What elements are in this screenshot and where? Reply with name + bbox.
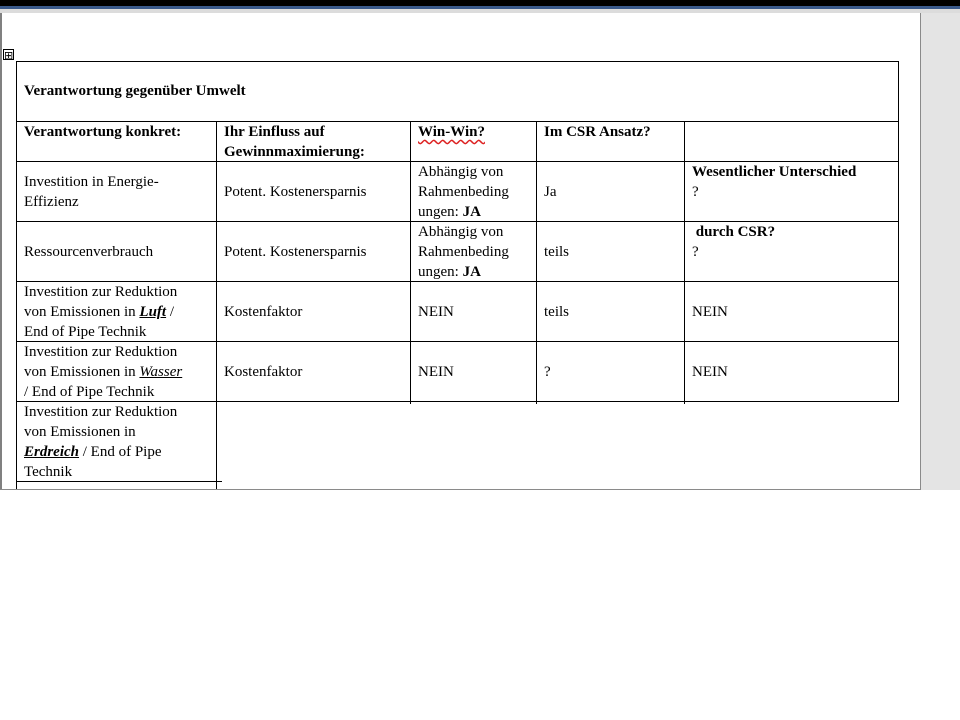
row5-responsibility-line3b: / End of Pipe <box>79 444 162 460</box>
row1-win-win-line3b: JA <box>462 204 481 220</box>
row3-responsibility-line2a: von Emissionen in <box>24 304 140 320</box>
row4-responsibility-line2a: von Emissionen in <box>24 364 140 380</box>
header-csr-difference <box>685 122 856 262</box>
header-csr-difference-line1: Wesentlicher Unterschied <box>692 164 857 180</box>
row4-responsibility-water: Wasser <box>139 364 183 380</box>
header-win-win-text: Win-Win? <box>418 124 485 140</box>
row2-difference: ? <box>692 244 699 260</box>
document-bottom-edge <box>0 489 920 490</box>
row3-responsibility-air: Luft <box>139 304 167 320</box>
document-left-edge <box>0 13 2 490</box>
header-csr-difference-line2: durch CSR? <box>692 224 776 240</box>
row1-win-win-line3a: ungen: <box>418 204 463 220</box>
row3-csr: teils <box>544 304 569 320</box>
row5-responsibility-line4: Technik <box>24 464 73 480</box>
row4-influence: Kostenfaktor <box>224 364 303 380</box>
header-profit-influence-line1: Ihr Einfluss auf <box>224 124 325 140</box>
row5-responsibility-line1: Investition zur Reduktion <box>24 404 178 420</box>
row4-responsibility-line3: / End of Pipe Technik <box>24 384 155 400</box>
row2-influence: Potent. Kostenersparnis <box>224 244 367 260</box>
header-win-win <box>411 122 485 142</box>
row3-responsibility-line2 <box>24 302 177 322</box>
row1-win-win-line3 <box>418 202 509 222</box>
row1-difference: ? <box>692 184 699 200</box>
row2-win-win-line2: Rahmenbeding <box>418 244 509 260</box>
row2-win-win-line3 <box>418 262 509 282</box>
row3-responsibility-line3: End of Pipe Technik <box>24 324 147 340</box>
table-row <box>17 172 159 212</box>
row3-win-win: NEIN <box>418 304 454 320</box>
row4-csr: ? <box>544 364 551 380</box>
row3-responsibility-line1: Investition zur Reduktion <box>24 284 178 300</box>
row5-responsibility <box>17 402 177 482</box>
header-csr-approach: Im CSR Ansatz? <box>544 124 651 140</box>
header-responsibility: Verantwortung konkret: <box>24 124 182 140</box>
row5-responsibility-line2: von Emissionen in <box>24 424 136 440</box>
row3-difference: NEIN <box>692 304 728 320</box>
header-profit-influence <box>217 122 365 162</box>
row1-win-win-line2: Rahmenbeding <box>418 184 509 200</box>
row1-responsibility-line2: Effizienz <box>24 194 79 210</box>
row4-difference: NEIN <box>692 364 728 380</box>
table-move-handle-icon[interactable]: ⊞ <box>4 49 14 62</box>
row1-win-win-line1: Abhängig von <box>418 164 504 180</box>
row3-influence: Kostenfaktor <box>224 304 303 320</box>
row3-responsibility <box>17 282 177 342</box>
row4-responsibility <box>17 342 182 402</box>
row5-responsibility-soil: Erdreich <box>24 444 80 460</box>
row4-win-win: NEIN <box>418 364 454 380</box>
row4-responsibility-line2 <box>24 362 182 382</box>
row2-win-win <box>411 222 509 282</box>
scrollbar-border <box>920 13 921 490</box>
row1-win-win <box>411 162 509 222</box>
header-profit-influence-line2: Gewinnmaximierung: <box>224 144 365 160</box>
row4-responsibility-line1: Investition zur Reduktion <box>24 344 178 360</box>
row1-csr: Ja <box>544 184 557 200</box>
row2-win-win-line3a: ungen: <box>418 264 463 280</box>
row3-responsibility-line2c: / <box>166 304 175 320</box>
row2-win-win-line3b: JA <box>462 264 481 280</box>
row1-influence: Potent. Kostenersparnis <box>224 184 367 200</box>
row1-responsibility-line1: Investition in Energie- <box>24 174 159 190</box>
scrollbar-track[interactable] <box>920 13 960 490</box>
row2-responsibility: Ressourcenverbrauch <box>24 244 154 260</box>
row2-win-win-line1: Abhängig von <box>418 224 504 240</box>
row5-responsibility-line3 <box>24 442 177 462</box>
row2-csr: teils <box>544 244 569 260</box>
table-title: Verantwortung gegenüber Umwelt <box>24 83 246 99</box>
